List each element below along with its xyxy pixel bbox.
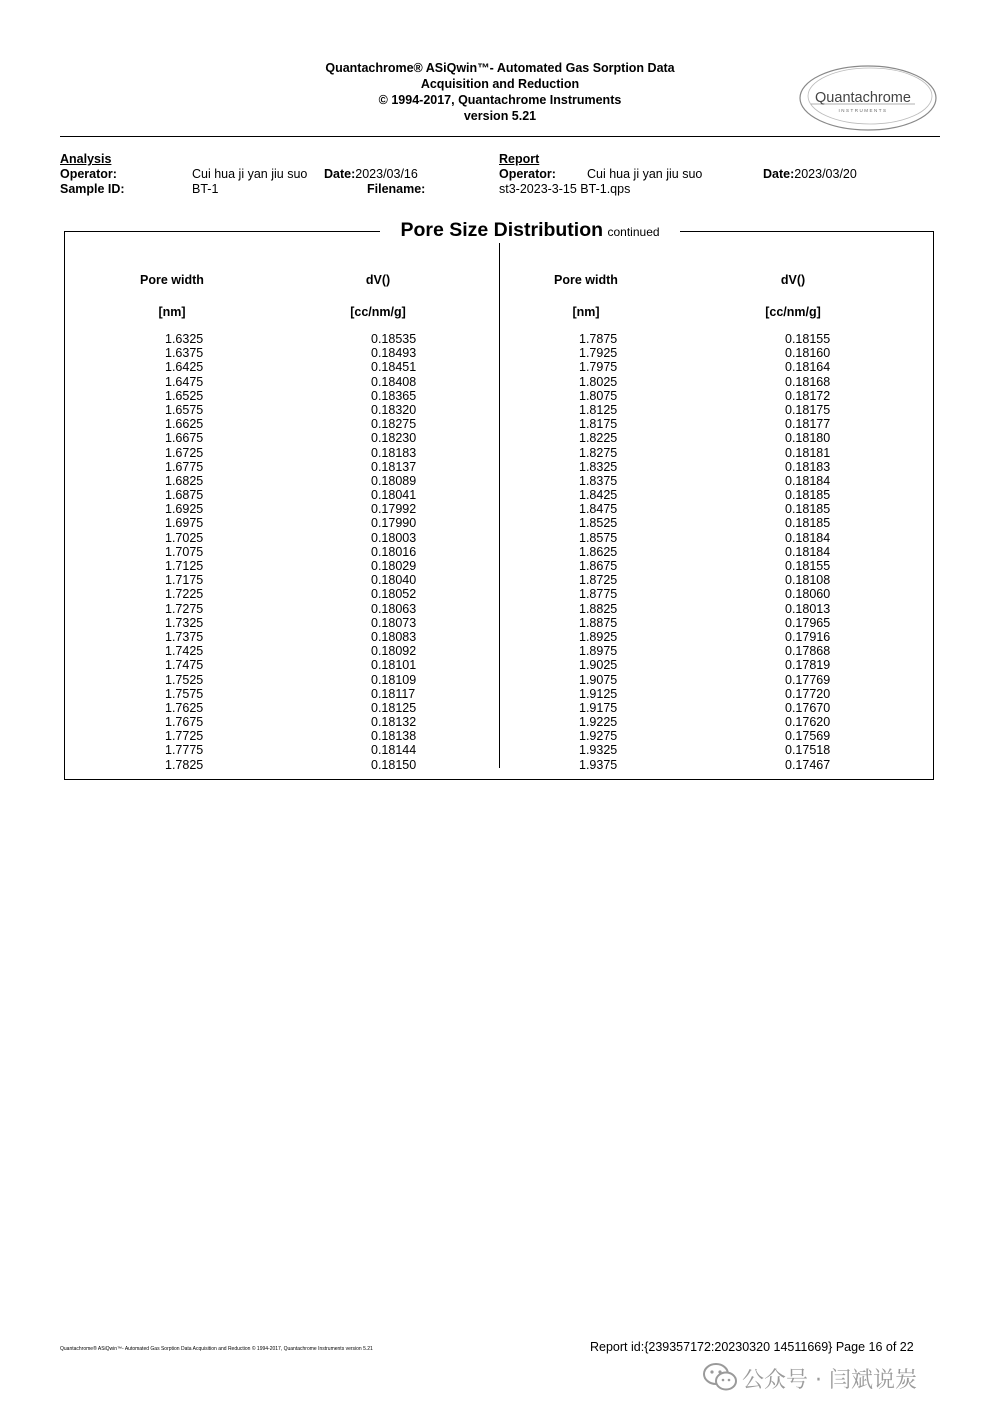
pore-width-cell: 1.8725 xyxy=(579,573,618,588)
pore-width-cell: 1.7625 xyxy=(165,700,204,715)
pore-width-cell: 1.9225 xyxy=(579,715,618,730)
dv-cell: 0.18101 xyxy=(371,658,417,673)
dv-cell: 0.18132 xyxy=(371,715,417,730)
dv-cell: 0.17990 xyxy=(371,516,417,531)
header-line-4: version 5.21 xyxy=(463,109,537,123)
pore-width-cell: 1.8475 xyxy=(579,502,618,517)
dv-cell: 0.18013 xyxy=(785,601,831,616)
pore-width-cell: 1.8675 xyxy=(579,559,618,573)
logo-subtext: INSTRUMENTS xyxy=(838,108,888,113)
footer-report-id: Report id:{239357172:20230320 14511669} Page 16 of 22 xyxy=(590,1340,914,1354)
pore-width-cell: 1.7525 xyxy=(165,672,204,687)
analysis-heading: Analysis xyxy=(60,152,112,166)
dv-cell: 0.18073 xyxy=(371,615,417,630)
pore-width-cell: 1.6925 xyxy=(165,502,204,517)
pore-width-cell: 1.6725 xyxy=(165,445,204,460)
dv-cell: 0.18060 xyxy=(785,587,831,602)
pore-width-cell: 1.8875 xyxy=(579,615,618,630)
pore-width-cell: 1.6375 xyxy=(165,346,204,361)
right-dv-column xyxy=(785,332,830,772)
dv-cell: 0.17467 xyxy=(785,757,831,772)
right-dv-header: dV() xyxy=(780,273,806,287)
pore-width-cell: 1.8225 xyxy=(579,431,618,446)
pore-width-cell: 1.8175 xyxy=(579,417,618,432)
pore-width-cell: 1.9075 xyxy=(579,672,618,687)
document-header xyxy=(240,60,760,124)
dv-cell: 0.18180 xyxy=(785,431,831,446)
right-dv-unit: [cc/nm/g] xyxy=(765,305,821,319)
pore-width-cell: 1.7025 xyxy=(165,530,204,545)
logo-text: Quantachrome xyxy=(815,90,911,106)
dv-cell: 0.18138 xyxy=(371,729,417,744)
pore-width-cell: 1.6625 xyxy=(165,417,204,432)
report-heading: Report xyxy=(499,152,540,166)
pore-width-cell: 1.7775 xyxy=(165,743,204,758)
pore-width-cell: 1.6475 xyxy=(165,374,204,389)
table-title-sub: continued xyxy=(607,225,660,239)
pore-width-cell: 1.8575 xyxy=(579,530,618,545)
dv-cell: 0.17992 xyxy=(371,502,417,517)
pore-width-cell: 1.6325 xyxy=(165,332,204,346)
dv-cell: 0.17868 xyxy=(785,644,831,659)
dv-cell: 0.18451 xyxy=(371,360,417,375)
pore-width-cell: 1.7125 xyxy=(165,559,204,573)
header-line-2: Acquisition and Reduction xyxy=(420,77,580,91)
dv-cell: 0.18175 xyxy=(785,402,831,417)
header-line-3: © 1994-2017, Quantachrome Instruments xyxy=(378,93,622,107)
dv-cell: 0.18184 xyxy=(785,473,831,488)
dv-cell: 0.18185 xyxy=(785,502,831,517)
dv-cell: 0.18185 xyxy=(785,516,831,531)
filename-value: st3-2023-3-15 BT-1.qps xyxy=(499,182,631,196)
dv-cell: 0.18172 xyxy=(785,388,831,403)
dv-cell: 0.18083 xyxy=(371,629,417,644)
report-operator-value: Cui hua ji yan jiu suo xyxy=(587,167,703,181)
dv-cell: 0.18184 xyxy=(785,530,831,545)
dv-cell: 0.18183 xyxy=(371,445,417,460)
pore-width-cell: 1.8775 xyxy=(579,587,618,602)
pore-width-cell: 1.7875 xyxy=(579,332,618,346)
dv-cell: 0.17769 xyxy=(785,672,831,687)
pore-width-cell: 1.9125 xyxy=(579,686,618,701)
left-dv-unit: [cc/nm/g] xyxy=(350,305,406,319)
watermark-text: 公众号 · 闫斌说炭 xyxy=(742,1368,917,1393)
pore-width-cell: 1.9375 xyxy=(579,757,618,772)
dv-cell: 0.18535 xyxy=(371,332,417,346)
pore-width-cell: 1.6875 xyxy=(165,488,204,503)
right-pore-width-column xyxy=(579,332,617,772)
filename-label: Filename: xyxy=(367,182,426,196)
pore-width-cell: 1.8325 xyxy=(579,459,618,474)
dv-cell: 0.18040 xyxy=(371,573,417,588)
pore-width-cell: 1.6975 xyxy=(165,516,204,531)
dv-cell: 0.18029 xyxy=(371,559,417,573)
left-pore-width-column xyxy=(165,332,203,772)
dv-cell: 0.18493 xyxy=(371,346,417,361)
pore-width-cell: 1.8425 xyxy=(579,488,618,503)
pore-width-cell: 1.7375 xyxy=(165,629,204,644)
pore-width-cell: 1.6775 xyxy=(165,459,204,474)
dv-cell: 0.17916 xyxy=(785,629,831,644)
pore-width-cell: 1.8075 xyxy=(579,388,618,403)
dv-cell: 0.17819 xyxy=(785,658,831,673)
dv-cell: 0.18144 xyxy=(371,743,417,758)
pore-width-cell: 1.7725 xyxy=(165,729,204,744)
pore-width-cell: 1.7425 xyxy=(165,644,204,659)
pore-width-cell: 1.8025 xyxy=(579,374,618,389)
dv-cell: 0.17518 xyxy=(785,743,831,758)
left-dv-header: dV() xyxy=(365,273,391,287)
right-pore-width-header: Pore width xyxy=(554,273,618,287)
pore-width-cell: 1.7175 xyxy=(165,573,204,588)
dv-cell: 0.17965 xyxy=(785,615,831,630)
pore-width-cell: 1.7575 xyxy=(165,686,204,701)
dv-cell: 0.18155 xyxy=(785,332,831,346)
pore-width-cell: 1.9325 xyxy=(579,743,618,758)
dv-cell: 0.18089 xyxy=(371,473,417,488)
dv-cell: 0.18184 xyxy=(785,544,831,559)
dv-cell: 0.18155 xyxy=(785,559,831,573)
pore-width-cell: 1.6425 xyxy=(165,360,204,375)
dv-cell: 0.18164 xyxy=(785,360,831,375)
report-date: Date:2023/03/20 xyxy=(763,167,857,181)
dv-cell: 0.18108 xyxy=(785,573,831,588)
pore-width-cell: 1.7325 xyxy=(165,615,204,630)
dv-cell: 0.18137 xyxy=(371,459,417,474)
pore-width-cell: 1.9275 xyxy=(579,729,618,744)
dv-cell: 0.18052 xyxy=(371,587,417,602)
header-line-1: Quantachrome® ASiQwin™- Automated Gas Sorption Data xyxy=(325,61,675,75)
dv-cell: 0.18109 xyxy=(371,672,417,687)
pore-width-cell: 1.6525 xyxy=(165,388,204,403)
header-divider xyxy=(60,136,940,137)
pore-width-cell: 1.9025 xyxy=(579,658,618,673)
pore-width-cell: 1.8925 xyxy=(579,629,618,644)
dv-cell: 0.18230 xyxy=(371,431,417,446)
dv-cell: 0.18185 xyxy=(785,488,831,503)
pore-width-cell: 1.9175 xyxy=(579,700,618,715)
dv-cell: 0.18183 xyxy=(785,459,831,474)
dv-cell: 0.17720 xyxy=(785,686,831,701)
dv-cell: 0.18168 xyxy=(785,374,831,389)
dv-cell: 0.18365 xyxy=(371,388,417,403)
pore-width-cell: 1.6675 xyxy=(165,431,204,446)
pore-width-cell: 1.7925 xyxy=(579,346,618,361)
wechat-icon xyxy=(702,1362,738,1392)
pore-width-cell: 1.6575 xyxy=(165,402,204,417)
dv-cell: 0.17620 xyxy=(785,715,831,730)
left-pore-width-header: Pore width xyxy=(140,273,204,287)
dv-cell: 0.18177 xyxy=(785,417,831,432)
dv-cell: 0.18181 xyxy=(785,445,831,460)
dv-cell: 0.18041 xyxy=(371,488,417,503)
pore-width-cell: 1.7475 xyxy=(165,658,204,673)
column-divider xyxy=(499,243,500,768)
analysis-operator-label: Operator: xyxy=(60,167,117,181)
dv-cell: 0.18003 xyxy=(371,530,417,545)
pore-width-cell: 1.7675 xyxy=(165,715,204,730)
pore-width-cell: 1.8825 xyxy=(579,601,618,616)
pore-width-cell: 1.7075 xyxy=(165,544,204,559)
pore-width-cell: 1.7825 xyxy=(165,757,204,772)
pore-width-cell: 1.8975 xyxy=(579,644,618,659)
footer-copyright: Quantachrome® ASiQwin™- Automated Gas Sorption Data Acquisition and Reduction © 1994-2017, Quantachrome Instruments version 5.21 xyxy=(60,1346,373,1352)
sample-id-label: Sample ID: xyxy=(60,182,125,196)
dv-cell: 0.18275 xyxy=(371,417,417,432)
watermark xyxy=(700,1360,970,1392)
right-pore-width-unit: [nm] xyxy=(572,305,600,319)
dv-cell: 0.17569 xyxy=(785,729,831,744)
dv-cell: 0.18125 xyxy=(371,700,417,715)
analysis-operator-value: Cui hua ji yan jiu suo xyxy=(192,167,308,181)
dv-cell: 0.18117 xyxy=(371,686,416,701)
pore-width-cell: 1.8525 xyxy=(579,516,618,531)
pore-width-cell: 1.6825 xyxy=(165,473,204,488)
pore-width-cell: 1.7975 xyxy=(579,360,618,375)
dv-cell: 0.18016 xyxy=(371,544,417,559)
left-pore-width-unit: [nm] xyxy=(158,305,186,319)
pore-width-cell: 1.8625 xyxy=(579,544,618,559)
dv-cell: 0.18150 xyxy=(371,757,417,772)
pore-width-cell: 1.7225 xyxy=(165,587,204,602)
pore-width-cell: 1.8125 xyxy=(579,402,618,417)
dv-cell: 0.18160 xyxy=(785,346,831,361)
dv-cell: 0.17670 xyxy=(785,700,831,715)
pore-width-cell: 1.8275 xyxy=(579,445,618,460)
analysis-date: Date:2023/03/16 xyxy=(324,167,418,181)
quantachrome-logo xyxy=(797,60,940,132)
dv-cell: 0.18408 xyxy=(371,374,417,389)
pore-width-cell: 1.8375 xyxy=(579,473,618,488)
sample-id-value: BT-1 xyxy=(192,182,219,196)
report-operator-label: Operator: xyxy=(499,167,556,181)
table-title xyxy=(380,219,680,243)
table-title-main: Pore Size Distribution xyxy=(400,219,604,241)
dv-cell: 0.18092 xyxy=(371,644,417,659)
dv-cell: 0.18063 xyxy=(371,601,417,616)
pore-width-cell: 1.7275 xyxy=(165,601,204,616)
left-dv-column xyxy=(371,332,416,772)
dv-cell: 0.18320 xyxy=(371,402,417,417)
